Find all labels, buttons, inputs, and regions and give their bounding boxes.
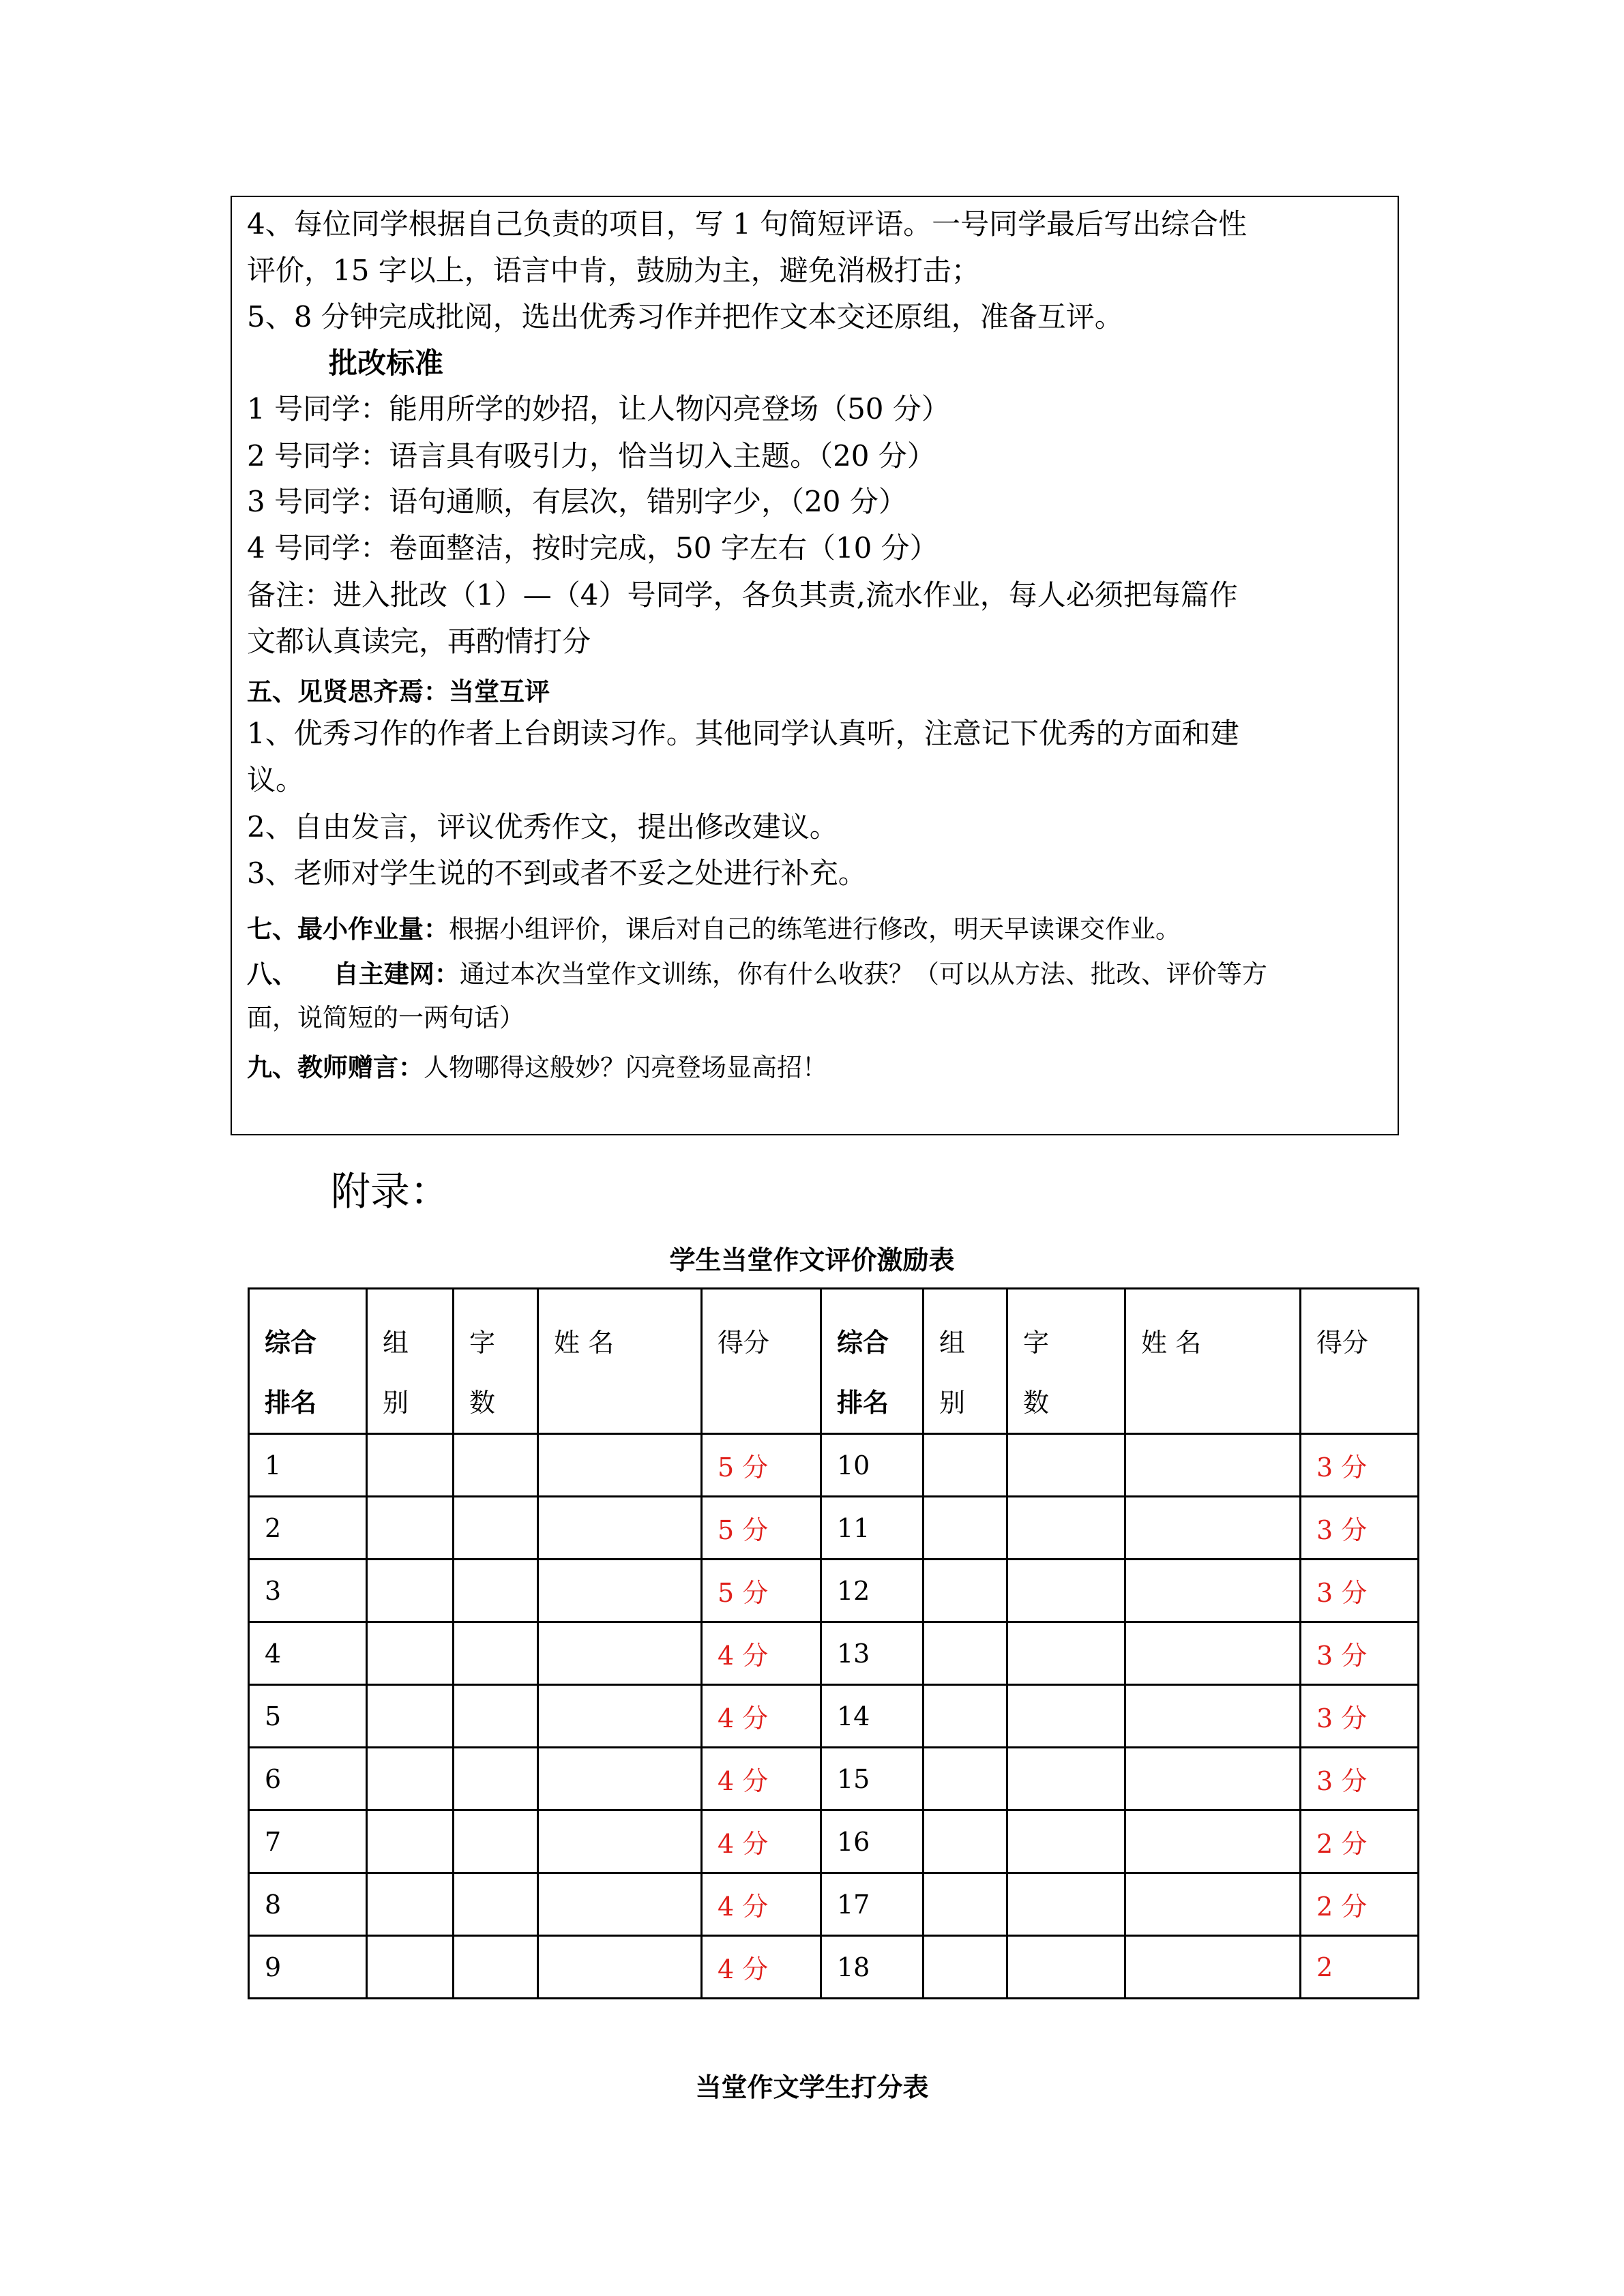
- score-cell: 3 分: [1301, 1748, 1419, 1810]
- rank-cell: 18: [821, 1936, 924, 1999]
- group-cell: [924, 1873, 1007, 1936]
- text-line: 4、每位同学根据自己负责的项目，写 1 句简短评语。一号同学最后写出综合性: [247, 207, 1247, 241]
- name-cell: [538, 1434, 702, 1497]
- wordcount-cell: [454, 1497, 538, 1560]
- table1-title: 学生当堂作文评价激励表: [669, 1245, 955, 1275]
- rank-cell: 11: [821, 1497, 924, 1560]
- header-cell-rank: 综合 排名: [821, 1289, 924, 1434]
- name-cell: [1125, 1873, 1301, 1936]
- rank-cell: 13: [821, 1622, 924, 1685]
- wordcount-cell: [454, 1434, 538, 1497]
- table-row: [249, 1434, 1419, 1497]
- name-cell: [538, 1685, 702, 1748]
- text-line: 文都认真读完，再酌情打分: [247, 625, 591, 658]
- text-line: 3、老师对学生说的不到或者不妥之处进行补充。: [247, 856, 867, 890]
- section-eight-text: 通过本次当堂作文训练，你有什么收获？（可以从方法、批改、评价等方: [459, 959, 1267, 989]
- rank-cell: 9: [249, 1936, 367, 1999]
- text-line: 1、优秀习作的作者上台朗读习作。其他同学认真听，注意记下优秀的方面和建: [247, 717, 1239, 750]
- header-cell-name: 姓 名: [1125, 1289, 1301, 1434]
- wordcount-cell: [1007, 1748, 1125, 1810]
- wordcount-cell: [1007, 1560, 1125, 1622]
- text-line: 备注：进入批改（1）—（4）号同学，各负其责,流水作业，每人必须把每篇作: [247, 578, 1238, 612]
- score-cell: 3 分: [1301, 1622, 1419, 1685]
- name-cell: [538, 1936, 702, 1999]
- table-row: [249, 1497, 1419, 1560]
- score-cell: 4 分: [702, 1873, 821, 1936]
- name-cell: [1125, 1810, 1301, 1873]
- text-line: 2、自由发言，评议优秀作文，提出修改建议。: [247, 810, 838, 844]
- header-cell-wordcount: 字 数: [454, 1289, 538, 1434]
- rank-cell: 2: [249, 1497, 367, 1560]
- name-cell: [1125, 1622, 1301, 1685]
- wordcount-cell: [1007, 1685, 1125, 1748]
- score-cell: 3 分: [1301, 1497, 1419, 1560]
- header-cell-name: 姓 名: [538, 1289, 702, 1434]
- group-cell: [924, 1748, 1007, 1810]
- rank-cell: 6: [249, 1748, 367, 1810]
- name-cell: [538, 1748, 702, 1810]
- group-cell: [924, 1560, 1007, 1622]
- group-cell: [924, 1810, 1007, 1873]
- text-line: 1 号同学：能用所学的妙招，让人物闪亮登场（50 分）: [247, 392, 950, 426]
- score-cell: 4 分: [702, 1936, 821, 1999]
- name-cell: [538, 1622, 702, 1685]
- table-header-row: [249, 1289, 1419, 1434]
- group-cell: [367, 1560, 454, 1622]
- wordcount-cell: [1007, 1936, 1125, 1999]
- grading-criteria-heading: 批改标准: [329, 346, 444, 380]
- rank-cell: 8: [249, 1873, 367, 1936]
- table-row: [249, 1810, 1419, 1873]
- name-cell: [538, 1873, 702, 1936]
- wordcount-cell: [454, 1560, 538, 1622]
- wordcount-cell: [1007, 1622, 1125, 1685]
- text-line: 议。: [247, 763, 305, 796]
- score-cell: 5 分: [702, 1560, 821, 1622]
- group-cell: [367, 1622, 454, 1685]
- rank-cell: 4: [249, 1622, 367, 1685]
- table-row: [249, 1685, 1419, 1748]
- group-cell: [924, 1434, 1007, 1497]
- score-cell: 5 分: [702, 1434, 821, 1497]
- group-cell: [924, 1497, 1007, 1560]
- rank-cell: 3: [249, 1560, 367, 1622]
- wordcount-cell: [454, 1810, 538, 1873]
- text-line: 3 号同学：语句通顺，有层次，错别字少，（20 分）: [247, 485, 907, 518]
- table-row: [249, 1622, 1419, 1685]
- text-line: 4 号同学：卷面整洁，按时完成，50 字左右（10 分）: [247, 531, 939, 565]
- rank-cell: 15: [821, 1748, 924, 1810]
- group-cell: [924, 1685, 1007, 1748]
- group-cell: [367, 1936, 454, 1999]
- name-cell: [1125, 1748, 1301, 1810]
- header-cell-score: 得分: [1301, 1289, 1419, 1434]
- table2-title: 当堂作文学生打分表: [695, 2072, 929, 2102]
- rank-cell: 17: [821, 1873, 924, 1936]
- name-cell: [1125, 1434, 1301, 1497]
- rank-cell: 16: [821, 1810, 924, 1873]
- group-cell: [367, 1434, 454, 1497]
- wordcount-cell: [454, 1685, 538, 1748]
- score-cell: 3 分: [1301, 1434, 1419, 1497]
- section-nine-label: 九、教师赠言：: [247, 1053, 424, 1082]
- score-cell: 5 分: [702, 1497, 821, 1560]
- name-cell: [538, 1497, 702, 1560]
- score-cell: 4 分: [702, 1685, 821, 1748]
- rank-cell: 10: [821, 1434, 924, 1497]
- section-nine-text: 人物哪得这般妙？闪亮登场显高招！: [424, 1053, 827, 1082]
- group-cell: [367, 1748, 454, 1810]
- text-line: 面，说简短的一两句话）: [247, 1003, 525, 1032]
- wordcount-cell: [1007, 1497, 1125, 1560]
- text-line: 评价，15 字以上，语言中肯，鼓励为主，避免消极打击；: [247, 254, 980, 287]
- rank-cell: 5: [249, 1685, 367, 1748]
- wordcount-cell: [454, 1936, 538, 1999]
- rank-cell: 14: [821, 1685, 924, 1748]
- table-row: [249, 1748, 1419, 1810]
- header-cell-group: 组 别: [924, 1289, 1007, 1434]
- section-five-heading: 五、见贤思齐焉：当堂互评: [247, 677, 550, 706]
- score-cell: 4 分: [702, 1748, 821, 1810]
- wordcount-cell: [454, 1873, 538, 1936]
- wordcount-cell: [454, 1748, 538, 1810]
- rank-cell: 12: [821, 1560, 924, 1622]
- rank-cell: 1: [249, 1434, 367, 1497]
- section-seven-label: 七、最小作业量：: [247, 914, 449, 944]
- section-nine: [247, 1047, 827, 1084]
- evaluation-table: [248, 1287, 1419, 1999]
- table-row: [249, 1873, 1419, 1936]
- score-cell: 2 分: [1301, 1810, 1419, 1873]
- group-cell: [367, 1810, 454, 1873]
- header-cell-rank: 综合 排名: [249, 1289, 367, 1434]
- header-cell-wordcount: 字 数: [1007, 1289, 1125, 1434]
- text-line: 2 号同学：语言具有吸引力，恰当切入主题。（20 分）: [247, 439, 936, 473]
- wordcount-cell: [454, 1622, 538, 1685]
- section-seven: [247, 908, 1181, 945]
- name-cell: [1125, 1936, 1301, 1999]
- rank-cell: 7: [249, 1810, 367, 1873]
- score-cell: 2: [1301, 1936, 1419, 1999]
- header-cell-group: 组 别: [367, 1289, 454, 1434]
- score-cell: 2 分: [1301, 1873, 1419, 1936]
- name-cell: [1125, 1497, 1301, 1560]
- name-cell: [538, 1810, 702, 1873]
- group-cell: [924, 1936, 1007, 1999]
- wordcount-cell: [1007, 1810, 1125, 1873]
- name-cell: [1125, 1560, 1301, 1622]
- section-eight: [247, 953, 1267, 990]
- name-cell: [538, 1560, 702, 1622]
- wordcount-cell: [1007, 1873, 1125, 1936]
- section-eight-label: 八、 自主建网：: [247, 959, 460, 989]
- lesson-plan-box: [231, 196, 1399, 1135]
- table-row: [249, 1560, 1419, 1622]
- group-cell: [924, 1622, 1007, 1685]
- section-seven-text: 根据小组评价，课后对自己的练笔进行修改，明天早读课交作业。: [449, 914, 1181, 944]
- score-cell: 4 分: [702, 1622, 821, 1685]
- score-cell: 3 分: [1301, 1560, 1419, 1622]
- score-cell: 3 分: [1301, 1685, 1419, 1748]
- wordcount-cell: [1007, 1434, 1125, 1497]
- text-line: 5、8 分钟完成批阅，选出优秀习作并把作文本交还原组，准备互评。: [247, 300, 1123, 333]
- appendix-label: 附录：: [331, 1168, 450, 1214]
- header-cell-score: 得分: [702, 1289, 821, 1434]
- group-cell: [367, 1873, 454, 1936]
- name-cell: [1125, 1685, 1301, 1748]
- group-cell: [367, 1685, 454, 1748]
- table-row: [249, 1936, 1419, 1999]
- group-cell: [367, 1497, 454, 1560]
- score-cell: 4 分: [702, 1810, 821, 1873]
